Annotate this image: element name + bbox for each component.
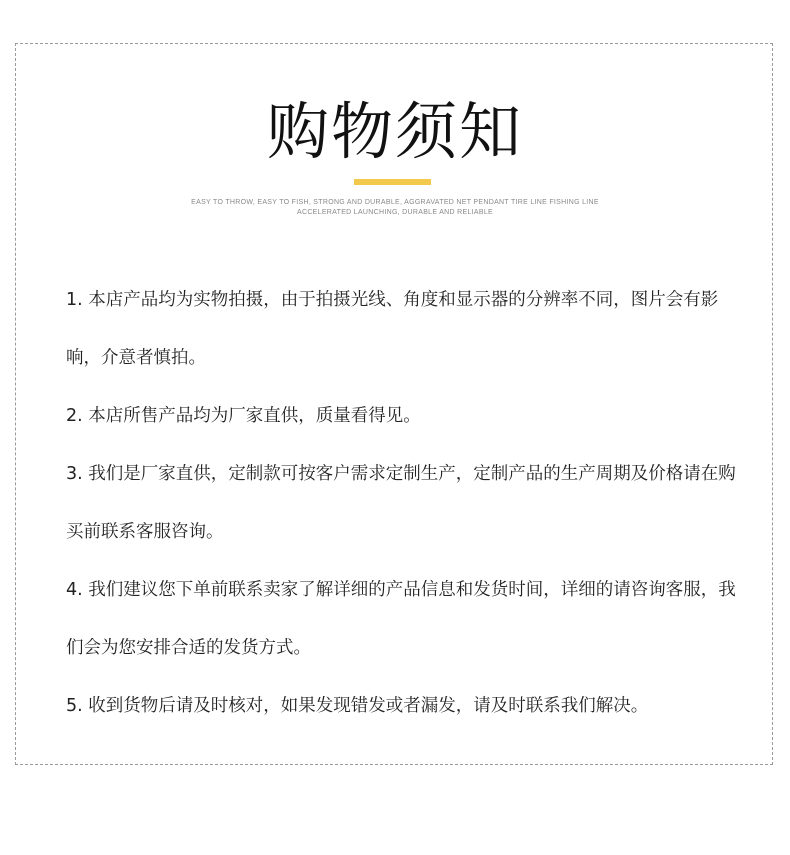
page-title: 购物须知 <box>266 95 523 168</box>
subtitle-line-2: ACCELERATED LAUNCHING, DURABLE AND RELIABLE <box>297 209 493 216</box>
subtitle <box>0 198 790 218</box>
title-accent-bar <box>354 179 431 185</box>
subtitle-line-1: EASY TO THROW, EASY TO FISH, STRONG AND DURABLE, AGGRAVATED NET PENDANT TIRE LINE FISHING LINE <box>191 199 599 206</box>
notice-item-2: 2. 本店所售产品均为厂家直供，质量看得见。 <box>66 406 421 426</box>
notice-item-1: 1. 本店产品均为实物拍摄，由于拍摄光线、角度和显示器的分辨率不同，图片会有影响，介意者慎拍。 <box>66 290 719 368</box>
notice-item-3: 3. 我们是厂家直供，定制款可按客户需求定制生产，定制产品的生产周期及价格请在购买前联系客服咨询。 <box>66 464 736 542</box>
notice-item-5: 5. 收到货物后请及时核对，如果发现错发或者漏发，请及时联系我们解决。 <box>66 696 649 716</box>
notice-item-4: 4. 我们建议您下单前联系卖家了解详细的产品信息和发货时间，详细的请咨询客服，我们会为您安排合适的发货方式。 <box>66 580 736 658</box>
notice-list <box>66 271 736 735</box>
